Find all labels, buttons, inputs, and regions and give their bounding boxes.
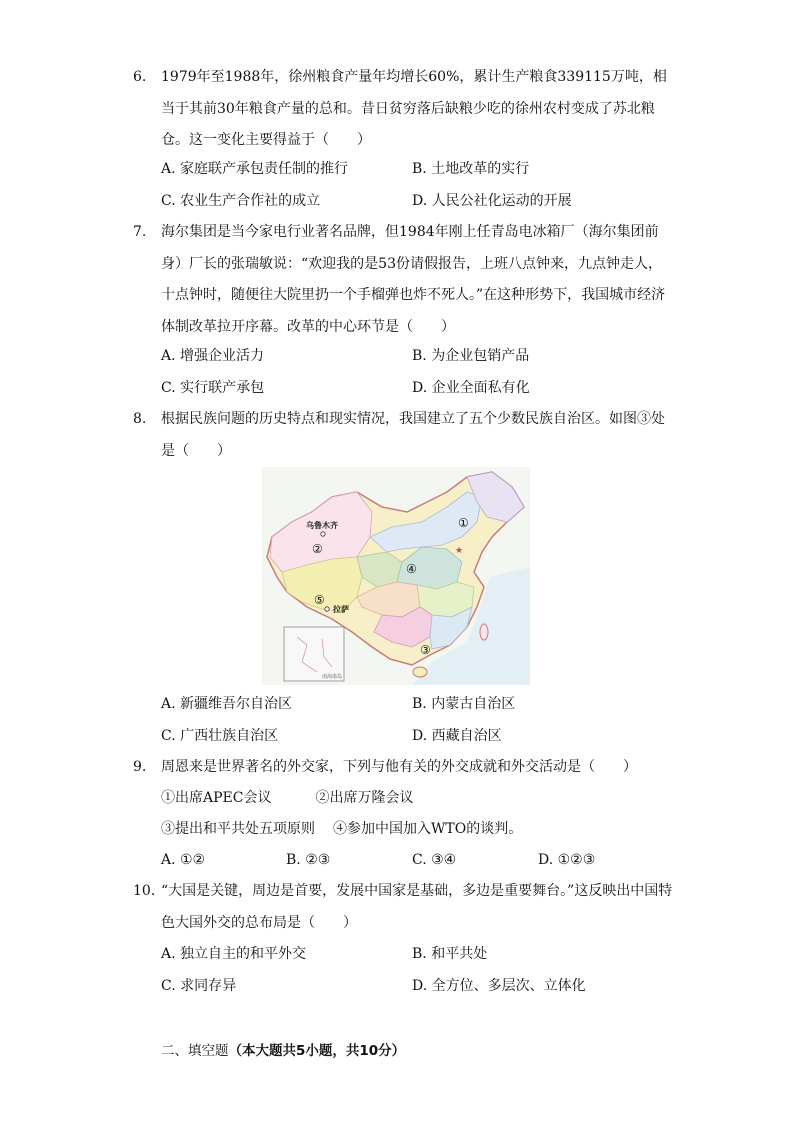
option-c[interactable]: C. 农业生产合作社的成立 <box>161 192 321 209</box>
marker-2: ② <box>312 542 323 556</box>
question-stem: 1979年至1988年，徐州粮食产量年均增长60%，累计生产粮食339115万吨，相当于其前30年粮食产量的总和。昔日贫穷落后缺粮少吃的徐州农村变成了苏北粮仓。这一变化主要得益于（ ） <box>161 69 667 148</box>
question-6-options <box>161 154 681 217</box>
option-d[interactable]: D. 全方位、多层次、立体化 <box>412 977 586 994</box>
option-b[interactable]: B. 和平共处 <box>412 946 488 962</box>
option-b[interactable]: B. ②③ <box>286 852 331 868</box>
option-d[interactable]: D. 西藏自治区 <box>412 727 502 744</box>
question-10 <box>133 876 673 939</box>
china-map-figure <box>262 467 530 685</box>
marker-3: ③ <box>420 643 431 657</box>
option-a[interactable]: A. 新疆维吾尔自治区 <box>161 696 293 712</box>
question-7-options <box>161 341 681 404</box>
marker-5: ⑤ <box>314 593 325 607</box>
section-title: 二、填空题 <box>161 1043 229 1059</box>
question-9-options <box>161 845 681 877</box>
marker-1: ① <box>458 516 469 530</box>
item-4: ④参加中国加入WTO的谈判。 <box>333 821 523 837</box>
question-stem: 海尔集团是当今家电行业著名品牌，但1984年刚上任青岛电冰箱厂（海尔集团前身）厂长的张瑞敏说：“欢迎我的是53份请假报告，上班八点钟来，九点钟走人，十点钟时，随便往大院里扔一个手榴弹也炸不死人。”在这种形势下，我国城市经济体制改革拉开序幕。改革的中心环节是（ ） <box>161 224 666 335</box>
question-number: 8. <box>133 411 147 427</box>
option-c[interactable]: C. ③④ <box>412 852 457 868</box>
option-a[interactable]: A. 增强企业活力 <box>161 348 265 364</box>
question-9 <box>133 752 673 784</box>
question-number: 10. <box>133 883 156 899</box>
question-9-items-row1 <box>161 783 413 815</box>
lhasa-label: 拉萨 <box>333 605 349 614</box>
capital-star-icon: ★ <box>455 546 464 556</box>
urumqi-label: 乌鲁木齐 <box>306 521 338 530</box>
option-a[interactable]: A. 独立自主的和平外交 <box>161 946 307 962</box>
question-7 <box>133 217 673 343</box>
question-stem: “大国是关键，周边是首要，发展中国家是基础，多边是重要舞台。”这反映出中国特色大国外交的总布局是（ ） <box>161 883 673 931</box>
china-map <box>262 467 530 685</box>
item-1: ①出席APEC会议 <box>161 790 272 806</box>
section-header <box>161 1039 405 1063</box>
question-6 <box>133 62 673 157</box>
option-b[interactable]: B. 土地改革的实行 <box>412 161 530 177</box>
question-9-items-row2 <box>161 814 522 846</box>
urumqi-dot <box>321 532 325 536</box>
item-3: ③提出和平共处五项原则 <box>161 821 315 837</box>
option-a[interactable]: A. 家庭联产承包责任制的推行 <box>161 161 349 177</box>
question-number: 6. <box>133 69 147 85</box>
item-2: ②出席万隆会议 <box>315 790 414 806</box>
inset-label: 南海诸岛 <box>322 674 343 680</box>
question-10-options <box>161 939 681 1002</box>
question-number: 7. <box>133 224 147 240</box>
option-d[interactable]: D. ①②③ <box>538 852 596 868</box>
option-d[interactable]: D. 人民公社化运动的开展 <box>412 192 572 209</box>
option-a[interactable]: A. ①② <box>161 852 206 868</box>
option-b[interactable]: B. 为企业包销产品 <box>412 348 530 364</box>
question-number: 9. <box>133 759 147 775</box>
option-d[interactable]: D. 企业全面私有化 <box>412 379 530 396</box>
option-c[interactable]: C. 广西壮族自治区 <box>161 727 279 744</box>
option-c[interactable]: C. 求同存异 <box>161 977 237 994</box>
south-sea-inset <box>284 627 344 681</box>
lhasa-dot <box>325 607 329 611</box>
marker-4: ④ <box>406 562 417 576</box>
question-stem: 周恩来是世界著名的外交家，下列与他有关的外交成就和外交活动是（ ） <box>161 759 637 775</box>
option-b[interactable]: B. 内蒙古自治区 <box>412 696 516 712</box>
question-8 <box>133 404 673 467</box>
section-note: （本大题共5小题，共10分） <box>228 1043 406 1059</box>
question-stem: 根据民族问题的历史特点和现实情况，我国建立了五个少数民族自治区。如图③处是（ ） <box>161 411 665 459</box>
question-8-options <box>161 689 681 752</box>
option-c[interactable]: C. 实行联产承包 <box>161 379 265 396</box>
